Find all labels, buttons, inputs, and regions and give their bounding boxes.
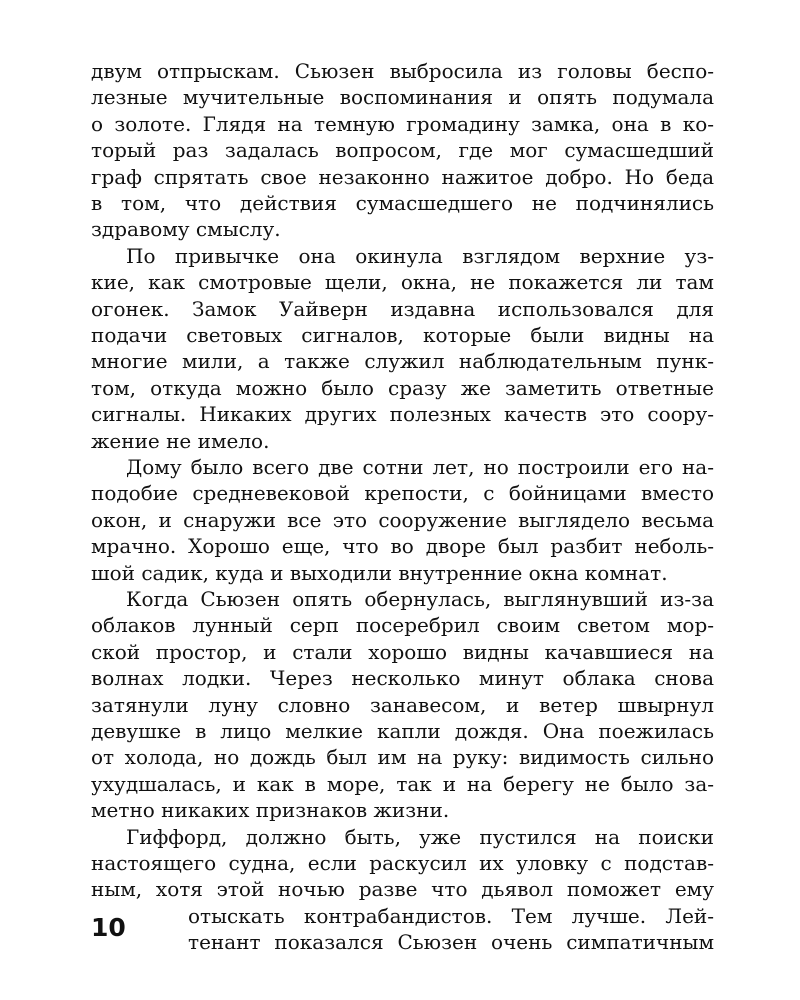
text-line: Дому было всего две сотни лет, но построили его на- (126, 455, 714, 479)
text-line: торый раз задалась вопросом, где мог сумасшедший (91, 138, 714, 163)
text-line: огонек. Замок Уайверн издавна использовался для (91, 296, 714, 321)
text-line: шой садик, куда и выходили внутренние окна комнат. (91, 560, 668, 585)
text-line: Гиффорд, должно быть, уже пустился на поиски (126, 824, 714, 849)
text-line: о золоте. Глядя на темную громадину замка, она в ко- (91, 111, 714, 136)
text-line: двум отпрыскам. Сьюзен выбросила из головы беспо- (91, 59, 714, 83)
text-line: здравому смыслу. (91, 217, 281, 242)
text-line: ской простор, и стали хорошо видны качавшиеся на (91, 639, 714, 664)
text-line: девушке в лицо мелкие капли дождя. Она поежилась (91, 719, 714, 743)
text-line: многие мили, а также служил наблюдательным пунк- (91, 349, 714, 374)
text-line: метно никаких признаков жизни. (91, 798, 450, 823)
text-line: жение не имело. (91, 428, 270, 453)
text-line: кие, как смотровые щели, окна, не покажется ли там (91, 270, 714, 295)
text-line: По привычке она окинула взглядом верхние уз- (126, 243, 714, 268)
text-line: Когда Сьюзен опять обернулась, выглянувший из-за (126, 587, 714, 611)
text-line: граф спрятать свое незаконно нажитое добро. Но беда (91, 164, 714, 189)
text-line: от холода, но дождь был им на руку: видимость сильно (91, 745, 714, 770)
text-line: ным, хотя этой ночью разве что дьявол поможет ему (91, 877, 714, 902)
text-line: сигналы. Никаких других полезных качеств это соору- (91, 402, 714, 427)
text-line: тенант показался Сьюзен очень симпатичным (188, 930, 714, 955)
text-line: том, откуда можно было сразу же заметить ответные (91, 375, 714, 400)
text-line: облаков лунный серп посеребрил своим светом мор- (91, 613, 714, 638)
text-line: в том, что действия сумасшедшего не подчинялись (91, 191, 714, 215)
text-line: волнах лодки. Через несколько минут облака снова (91, 666, 714, 691)
text-line: подачи световых сигналов, которые были видны на (91, 323, 714, 347)
text-line: ухудшалась, и как в море, так и на берегу не было за- (91, 771, 714, 796)
text-line: настоящего судна, если раскусил их уловку с подстав- (91, 851, 714, 875)
text-line: окон, и снаружи все это сооружение выглядело весьма (91, 507, 714, 532)
text-line: мрачно. Хорошо еще, что во дворе был разбит неболь- (91, 534, 714, 559)
text-line: подобие средневековой крепости, с бойницами вместо (91, 481, 714, 506)
text-line: отыскать контрабандистов. Тем лучше. Лей- (188, 903, 714, 928)
page-number: 10 (91, 913, 126, 942)
text-line: лезные мучительные воспоминания и опять подумала (91, 85, 714, 110)
text-line: затянули луну словно занавесом, и ветер швырнул (91, 692, 714, 717)
